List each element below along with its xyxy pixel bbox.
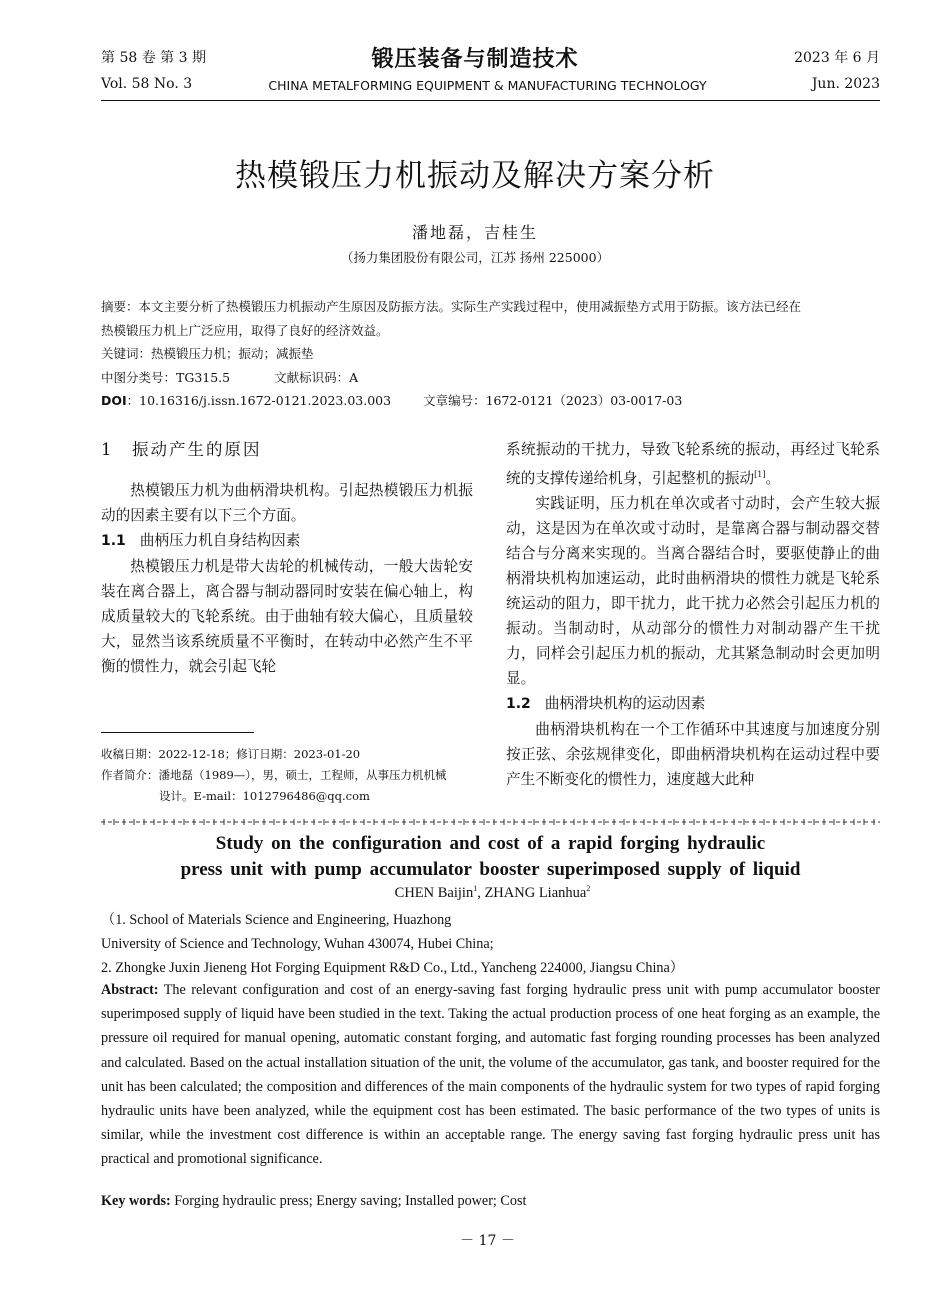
header-rule	[101, 100, 880, 101]
authors: 潘地磊，吉桂生	[411, 223, 538, 242]
period: 。	[765, 469, 781, 487]
paragraph: 热模锻压力机为曲柄滑块机构。引起热模锻压力机振动的因素主要有以下三个方面。	[101, 482, 473, 524]
section-title: 曲柄滑块机构的运动因素	[544, 694, 706, 712]
author-email: 设计。E-mail：1012796486@qq.com	[159, 789, 370, 803]
english-title-line-1: Study on the configuration and cost of a rapid forging hydraulic	[215, 833, 766, 854]
doi-label: DOI	[101, 393, 127, 408]
section-number: 1.2	[506, 695, 531, 712]
section-title: 曲柄压力机自身结构因素	[139, 532, 301, 549]
affiliation-line-1: （1. School of Materials Science and Engineering, Huazhong	[101, 912, 452, 928]
paragraph: 热模锻压力机是带大齿轮的机械传动，一般大齿轮安装在离合器上，离合器与制动器同时安装在偏心轴上，构成质量较大的飞轮系统。由于曲轴有较大偏心，且质量较大，显然当该系统质量不平衡时，在转动中必然产生不平衡的惯性力，就会引起飞轮	[101, 558, 473, 675]
author-2-affiliation-mark: 2	[586, 884, 591, 893]
received-date: 收稿日期：2022-12-18；修订日期：2023-01-20	[101, 747, 361, 761]
author-2: , ZHANG Lianhua	[477, 884, 587, 901]
header-volume-cn: 第 58 卷 第 3 期	[101, 50, 206, 66]
abstract-label-en: Abstract:	[101, 982, 159, 998]
abstract-label: 摘要：	[101, 299, 139, 314]
left-column	[101, 437, 473, 679]
header-journal-en: CHINA METALFORMING EQUIPMENT & MANUFACTURING TECHNOLOGY	[268, 78, 707, 93]
footnotes	[101, 744, 473, 807]
header-date-cn: 2023 年 6 月	[794, 50, 880, 66]
right-column	[506, 437, 880, 792]
english-title	[101, 831, 880, 883]
footnote-rule	[101, 732, 254, 733]
affiliation-line-2: University of Science and Technology, Wuhan 430074, Hubei China;	[101, 936, 494, 953]
clc-number: 中图分类号：TG315.5	[101, 369, 231, 385]
english-authors	[0, 884, 950, 902]
paragraph: 曲柄滑块机构在一个工作循环中其速度与加速度分别按正弦、余弦规律变化，即曲柄滑块机构在运动过程中要产生不断变化的惯性力，速度越大此种	[506, 720, 880, 788]
author-1-affiliation-mark: 1	[473, 884, 478, 893]
doi-line	[101, 389, 880, 413]
header-journal-cn: 锻压装备与制造技术	[371, 47, 579, 72]
doi-value: ：10.16316/j.issn.1672-0121.2023.03.003	[126, 393, 392, 408]
english-title-line-2: press unit with pump accumulator booster superimposed supply of liquid	[180, 859, 801, 880]
keywords-text-en: Forging hydraulic press; Energy saving; Installed power; Cost	[174, 1193, 527, 1209]
article-title: 热模锻压力机振动及解决方案分析	[235, 158, 715, 194]
keywords-cn: 关键词：热模锻压力机；振动；减振垫	[101, 346, 314, 361]
section-1-heading: 1 振动产生的原因	[101, 440, 262, 459]
english-keywords	[101, 1189, 880, 1213]
abstract-text-2: 热模锻压力机上广泛应用，取得了良好的经济效益。	[101, 322, 389, 338]
page-number: － 17 －	[460, 1233, 515, 1249]
abstract-line-1	[101, 295, 880, 319]
cross-divider	[101, 817, 880, 827]
article-number: 文章编号：1672-0121（2023）03-0017-03	[423, 393, 683, 408]
english-affiliations	[101, 908, 880, 981]
abstract-text-en: The relevant configuration and cost of an energy-saving fast forging hydraulic press unit with pump accumulator booster superimposed supply of liquid have been studied in the text. Taking the actual production process of one heat forging as an example, the pressure oil required for manual opening, automatic constant forging, and automatic fast forging rounding processes has been analyzed and calculated. Based on the actual installation situation of the unit, the volume of the accumulator, gas tank, and booster required for the unit has been calculated; the composition and differences of the main components of the hydraulic system for two types of rapid forging hydraulic units have been analyzed, while the equipment cost has been estimated. The basic performance of the two types of units is similar, while the investment cost difference is within an acceptable range. The energy saving fast forging hydraulic press unit has practical and promotional significance.	[101, 982, 880, 1168]
affiliation: （扬力集团股份有限公司，江苏 扬州 225000）	[340, 250, 610, 265]
abstract-text-1: 本文主要分析了热模锻压力机振动产生原因及防振方法。实际生产实践过程中，使用减振垫方式用于防振。该方法已经在	[138, 299, 802, 314]
english-abstract	[101, 978, 880, 1172]
paragraph	[506, 437, 880, 491]
affiliation-line-3: 2. Zhongke Juxin Jieneng Hot Forging Equipment R&D Co., Ltd., Yancheng 224000, Jiangsu China）	[101, 960, 684, 977]
header-date-en: Jun. 2023	[811, 76, 880, 92]
section-1-1-heading	[101, 528, 473, 554]
keywords-label-en: Key words:	[101, 1193, 171, 1209]
abstract-block	[101, 295, 880, 413]
paragraph: 实践证明，压力机在单次或者寸动时，会产生较大振动，这是因为在单次或寸动时，是靠离合器与制动器交替结合与分离来实现的。当离合器结合时，要驱使静止的曲柄滑块机构加速运动，此时曲柄滑块的惯性力就是飞轮系统运动的阻力，即干扰力，此干扰力必然会引起压力机的振动。当制动时，从动部分的惯性力对制动器产生干扰力，同样会引起压力机的振动，尤其紧急制动时会更加明显。	[506, 494, 880, 687]
classification-line	[101, 366, 880, 390]
document-code: 文献标识码：A	[274, 369, 359, 385]
author-bio: 作者简介：潘地磊（1989—），男，硕士，工程师，从事压力机机械	[101, 768, 447, 782]
header-volume-en: Vol. 58 No. 3	[101, 76, 193, 92]
section-1-2-heading	[506, 691, 880, 717]
citation-ref: [1]	[754, 470, 766, 479]
paragraph-text: 系统振动的干扰力，导致飞轮系统的振动，再经过飞轮系统的支撑传递给机身，引起整机的振动	[506, 441, 880, 487]
author-1: CHEN Baijin	[394, 884, 474, 901]
section-number: 1.1	[101, 533, 126, 549]
